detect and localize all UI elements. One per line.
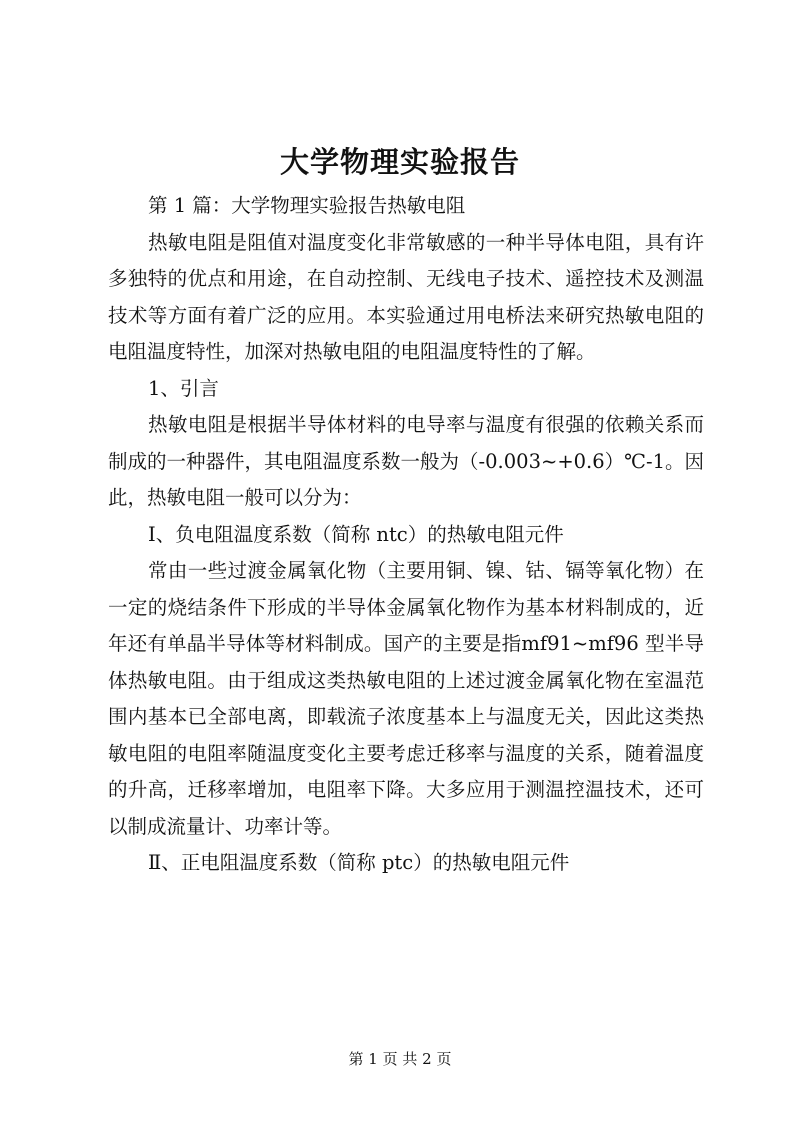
document-title: 大学物理实验报告 (279, 145, 520, 179)
subsection-heading-introduction: 1、引言 (148, 376, 219, 400)
ntc-heading: Ⅰ、负电阻温度系数（简称 ntc）的热敏电阻元件 (148, 522, 564, 546)
intro-paragraph: 热敏电阻是阻值对温度变化非常敏感的一种半导体电阻，具有许多独特的优点和用途，在自动控制、无线电子技术、遥控技术及测温技术等方面有着广泛的应用。本实验通过用电桥法来研究热敏电阻的电阻温度特性，加深对热敏电阻的电阻温度特性的了解。 (108, 230, 704, 363)
document-body (108, 188, 704, 882)
page-indicator: 第 1 页 共 2 页 (348, 1050, 452, 1068)
paragraph-classification: 热敏电阻是根据半导体材料的电导率与温度有很强的依赖关系而制成的一种器件，其电阻温度系数一般为（-0.003~+0.6）℃-1。因此，热敏电阻一般可以分为： (108, 413, 704, 509)
ptc-heading: Ⅱ、正电阻温度系数（简称 ptc）的热敏电阻元件 (148, 851, 570, 874)
section-heading: 第 1 篇：大学物理实验报告热敏电阻 (148, 194, 466, 217)
ntc-paragraph: 常由一些过渡金属氧化物（主要用铜、镍、钴、镉等氧化物）在一定的烧结条件下形成的半导体金属氧化物作为基本材料制成的，近年还有单晶半导体等材料制成。国产的主要是指mf91~mf96 型半导体热敏电阻。由于组成这类热敏电阻的上述过渡金属氧化物在室温范围内基本已全部电离，即载流子浓度基本上与温度无关，因此这类热敏电阻的电阻率随温度变化主要考虑迁移率与温度的关系，随着温度的升高，迁移率增加，电阻率下降。大多应用于测温控温技术，还可以制成流量计、功率计等。 (108, 559, 704, 838)
